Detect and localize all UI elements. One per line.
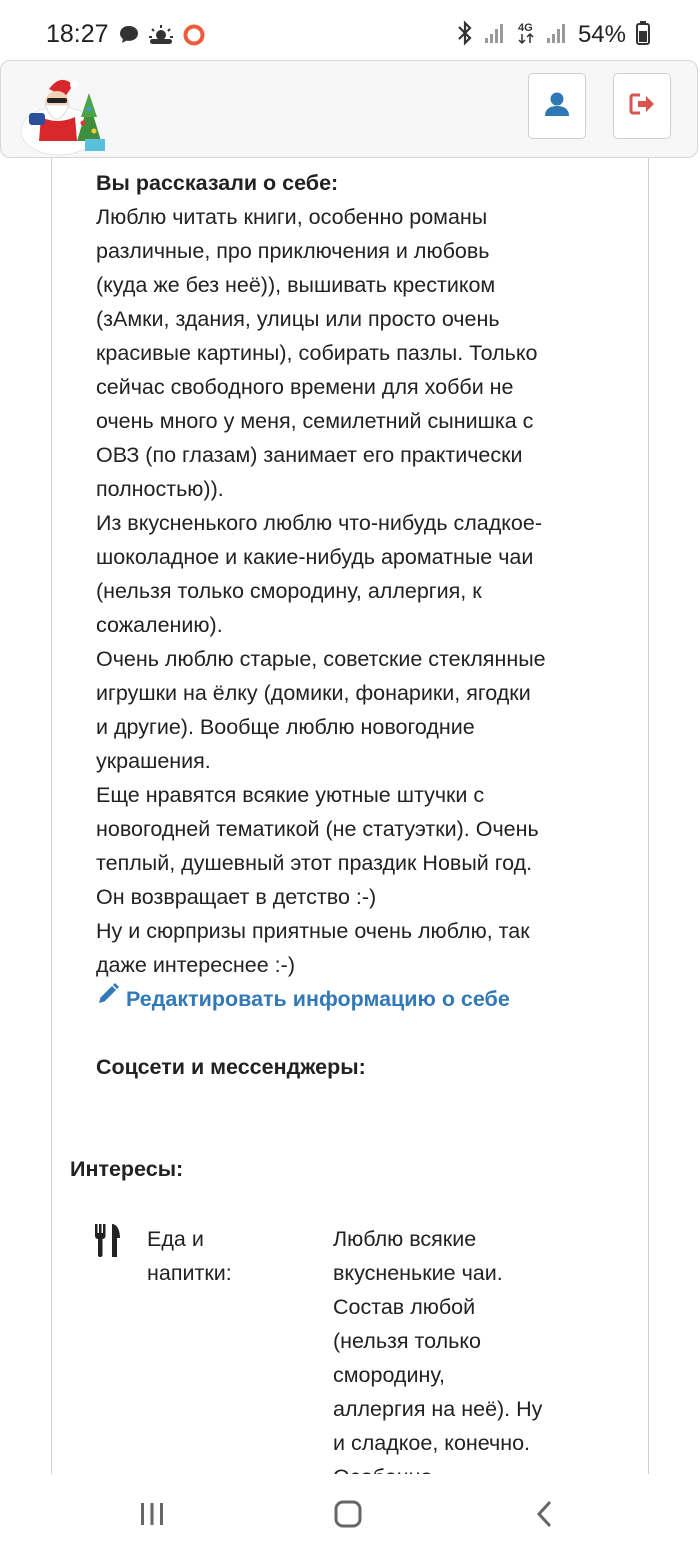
notification-icons	[118, 24, 206, 50]
about-line: различные, про приключения и любовь	[96, 239, 490, 263]
interest-name-line: напитки:	[147, 1261, 232, 1285]
about-line: сожалению).	[96, 613, 223, 637]
interests-label: Интересы:	[70, 1157, 184, 1181]
battery-icon	[636, 21, 650, 50]
home-button[interactable]	[328, 1498, 368, 1534]
pencil-icon	[96, 982, 120, 1016]
about-line: (нельзя только смородину, аллергия, к	[96, 579, 482, 603]
interest-description	[333, 1222, 583, 1494]
edit-about-label: Редактировать информацию о себе	[126, 987, 510, 1011]
about-line: Из вкусненького люблю что-нибудь сладкое-	[96, 511, 543, 535]
interest-text-line: смородину,	[333, 1363, 445, 1387]
interest-text-line: (нельзя только	[333, 1329, 481, 1353]
interest-name-line: Еда и	[147, 1227, 204, 1251]
about-line: (куда же без неё)), вышивать крестиком	[96, 273, 496, 297]
profile-button[interactable]	[528, 73, 586, 139]
chat-icon	[118, 24, 140, 51]
about-line: Очень люблю старые, советские стеклянные	[96, 647, 546, 671]
profile-content	[51, 158, 649, 1474]
about-line: украшения.	[96, 749, 211, 773]
about-line: Он возвращает в детство :-)	[96, 885, 377, 909]
logout-icon	[628, 92, 656, 121]
interest-name	[147, 1222, 297, 1290]
about-line: игрушки на ёлку (домики, фонарики, ягодки	[96, 681, 531, 705]
logout-button[interactable]	[613, 73, 671, 139]
santa-logo[interactable]	[19, 71, 115, 157]
battery-percent: 54%	[577, 21, 626, 48]
weather-icon	[148, 24, 174, 51]
edit-about-link[interactable]	[96, 982, 510, 1016]
home-icon	[333, 1499, 363, 1534]
recent-apps-button[interactable]	[132, 1498, 172, 1534]
fork-knife-icon	[94, 1224, 122, 1263]
status-time: 18:27	[46, 20, 109, 48]
interest-text-line: Состав любой	[333, 1295, 476, 1319]
about-line: полностью)).	[96, 477, 224, 501]
back-icon	[534, 1499, 554, 1534]
signal-icon	[484, 22, 506, 49]
status-bar	[0, 0, 700, 68]
svg-text:4G: 4G	[517, 21, 533, 34]
about-line: Еще нравятся всякие уютные штучки с	[96, 783, 485, 807]
about-line: шоколадное и какие-нибудь ароматные чаи	[96, 545, 534, 569]
ring-icon	[182, 23, 206, 52]
bluetooth-icon	[456, 20, 474, 51]
about-line: красивые картины), собирать пазлы. Только	[96, 341, 538, 365]
site-header	[0, 60, 698, 158]
user-icon	[544, 91, 570, 122]
interest-text-line: вкусненькие чаи.	[333, 1261, 503, 1285]
4g-icon	[516, 20, 536, 51]
about-line: даже интереснее :-)	[96, 953, 295, 977]
about-line: теплый, душевный этот праздик Новый год.	[96, 851, 533, 875]
interest-text-line: и сладкое, конечно.	[333, 1431, 531, 1455]
about-line: новогодней тематикой (не статуэтки). Очень	[96, 817, 539, 841]
social-label: Соцсети и мессенджеры:	[96, 1055, 366, 1079]
about-line: очень много у меня, семилетний сынишка с	[96, 409, 534, 433]
back-button[interactable]	[524, 1498, 564, 1534]
about-section	[96, 166, 616, 982]
about-line: сейчас свободного времени для хобби не	[96, 375, 514, 399]
about-line: ОВЗ (по глазам) занимает его практически	[96, 443, 523, 467]
about-line: Ну и сюрпризы приятные очень люблю, так	[96, 919, 530, 943]
about-line: Люблю читать книги, особенно романы	[96, 205, 488, 229]
recent-apps-icon	[138, 1500, 166, 1533]
system-icons	[456, 20, 650, 50]
interest-text-line: Люблю всякие	[333, 1227, 477, 1251]
about-line: (зАмки, здания, улицы или просто очень	[96, 307, 500, 331]
about-line: и другие). Вообще люблю новогодние	[96, 715, 475, 739]
signal-icon	[546, 22, 568, 49]
about-label: Вы рассказали о себе:	[96, 171, 339, 195]
interest-text-line: аллергия на неё). Ну	[333, 1397, 543, 1421]
system-nav-bar	[0, 1474, 700, 1556]
